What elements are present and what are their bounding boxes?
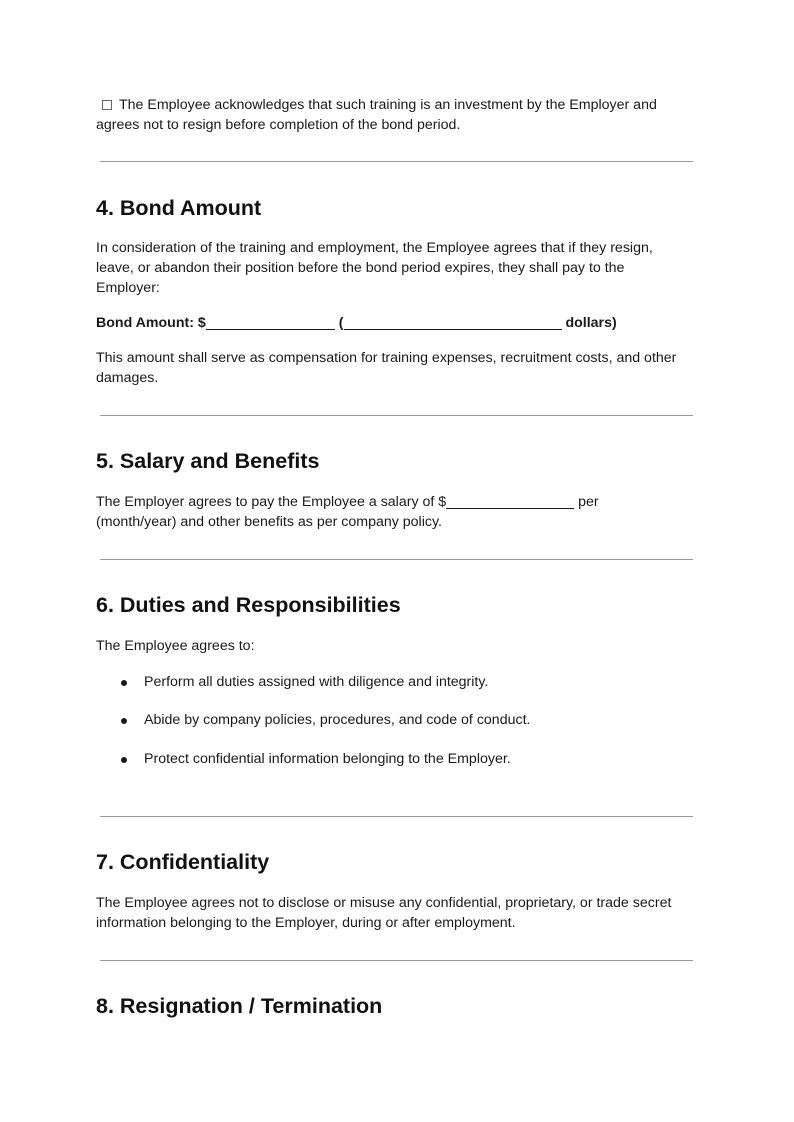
list-item-text: Perform all duties assigned with diligence and integrity. — [144, 674, 489, 690]
section-4-paragraph-2-line: damages. — [96, 370, 159, 386]
salary-suffix: per — [578, 494, 599, 510]
acknowledgement-line-1 — [96, 95, 702, 115]
section-6-intro: The Employee agrees to: — [96, 638, 255, 654]
divider — [100, 161, 693, 162]
section-4-paragraph-2-line: This amount shall serve as compensation for training expenses, recruitment costs, and other — [96, 350, 677, 366]
list-item-text: Protect confidential information belonging to the Employer. — [144, 751, 511, 767]
bullet-icon — [121, 680, 127, 686]
section-7-paragraph-line: information belonging to the Employer, during or after employment. — [96, 915, 516, 931]
divider — [100, 559, 693, 560]
divider — [100, 415, 693, 416]
acknowledgement-checkbox[interactable] — [102, 100, 112, 110]
salary-prefix: The Employer agrees to pay the Employee a salary of $ — [96, 494, 447, 510]
section-4-heading: 4. Bond Amount — [96, 196, 262, 220]
bond-amount-open-paren: ( — [338, 315, 344, 331]
section-7-heading: 7. Confidentiality — [96, 850, 270, 874]
bond-amount-words-blank[interactable] — [344, 315, 562, 330]
bullet-icon — [121, 757, 127, 763]
section-4-paragraph-1-line: Employer: — [96, 280, 160, 296]
bond-amount-figure-blank[interactable] — [206, 315, 335, 330]
acknowledgement-paragraph — [96, 95, 702, 135]
section-4-paragraph-2 — [96, 348, 702, 388]
section-5-heading: 5. Salary and Benefits — [96, 449, 320, 473]
bond-amount-line — [96, 313, 702, 333]
list-item-text: Abide by company policies, procedures, and code of conduct. — [144, 712, 531, 728]
divider — [100, 816, 693, 817]
section-5-paragraph — [96, 492, 702, 532]
salary-line-2: (month/year) and other benefits as per company policy. — [96, 514, 442, 530]
acknowledgement-line-2: agrees not to resign before completion of the bond period. — [96, 117, 461, 133]
section-4-paragraph-1-line: leave, or abandon their position before the bond period expires, they shall pay to the — [96, 260, 625, 276]
bullet-icon — [121, 718, 127, 724]
bond-amount-dollars-label: dollars) — [565, 315, 617, 331]
salary-blank[interactable] — [446, 494, 574, 509]
divider — [100, 960, 693, 961]
section-4-paragraph-1-line: In consideration of the training and employment, the Employee agrees that if they resign, — [96, 240, 653, 256]
section-4-paragraph-1 — [96, 238, 702, 298]
salary-line — [96, 492, 702, 512]
bond-amount-label: Bond Amount: $ — [96, 315, 206, 331]
section-8-heading: 8. Resignation / Termination — [96, 994, 383, 1018]
section-7-paragraph-line: The Employee agrees not to disclose or misuse any confidential, proprietary, or trade secret — [96, 895, 672, 911]
acknowledgement-text: The Employee acknowledges that such training is an investment by the Employer and — [119, 97, 657, 113]
section-7-paragraph — [96, 893, 702, 933]
section-6-heading: 6. Duties and Responsibilities — [96, 593, 401, 617]
